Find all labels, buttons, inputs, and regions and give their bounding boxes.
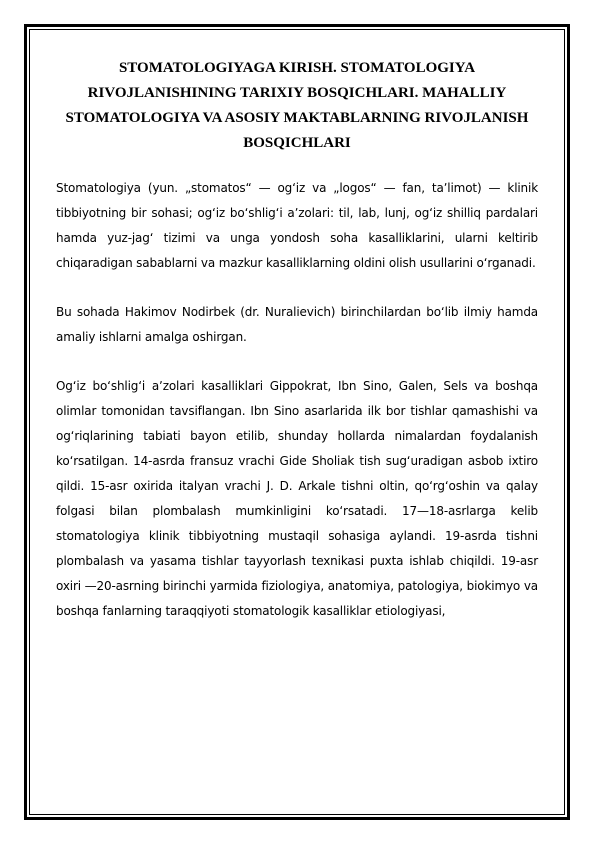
- paragraph-definition: Stomatologiya (yun. „stomatos“ — ogʻiz va „logos“ — fan, taʼlimot) — klinik tibbiyotning bir sohasi; ogʻiz boʻshligʻi aʼzolari: til, lab, lunj, ogʻiz shilliq pardalari hamda yuz-jagʻ tizimi va unga yondosh soha kasalliklarini, ularni keltirib chiqaradigan sabablarni va mazkur kasalliklarning oldini olish usullarini oʻrganadi.: [56, 181, 538, 270]
- paragraph-history: Ogʻiz boʻshligʻi aʼzolari kasalliklari Gippokrat, Ibn Sino, Galen, Sels va boshqa olimlar tomonidan tavsiflangan. Ibn Sino asarlarida ilk bor tishlar qamashishi va ogʻriqlarining tabiati bayon etilib, shunday hollarda nimalardan foydalanish koʻrsatilgan. 14-asrda fransuz vrachi Gide Sholiak tish sugʻuradigan asbob ixtiro qildi. 15-asr oxirida italyan vrachi J. D. Arkale tishni oltin, qoʻrgʻoshin va qalay folgasi bilan plombalash mumkinligini koʻrsatadi. 17—18-asrlarga kelib stomatologiya klinik tibbiyotning mustaqil sohasiga aylandi. 19-asrda tishni plombalash va yasama tishlar tayyorlash texnikasi puxta ishlab chiqildi. 19-asr oxiri —20-asrning birinchi yarmida fiziologiya, anatomiya, patologiya, biokimyo va boshqa fanlarning taraqqiyoti stomatologik kasalliklar etiologiyasi,: [56, 379, 538, 618]
- document-title: STOMATOLOGIYAGA KIRISH. STOMATOLOGIYA RIVOJLANISHINING TARIXIY BOSQICHLARI. MAHALLIY STOMATOLOGIYA VA ASOSIY MAKTABLARNING RIVOJLANISH BOSQICHLARI: [65, 60, 529, 151]
- paragraph-pioneer: Bu sohada Hakimov Nodirbek (dr. Nuralievich) birinchilardan boʻlib ilmiy hamda amaliy ishlarni amalga oshirgan.: [56, 305, 538, 344]
- document-body: [56, 56, 538, 648]
